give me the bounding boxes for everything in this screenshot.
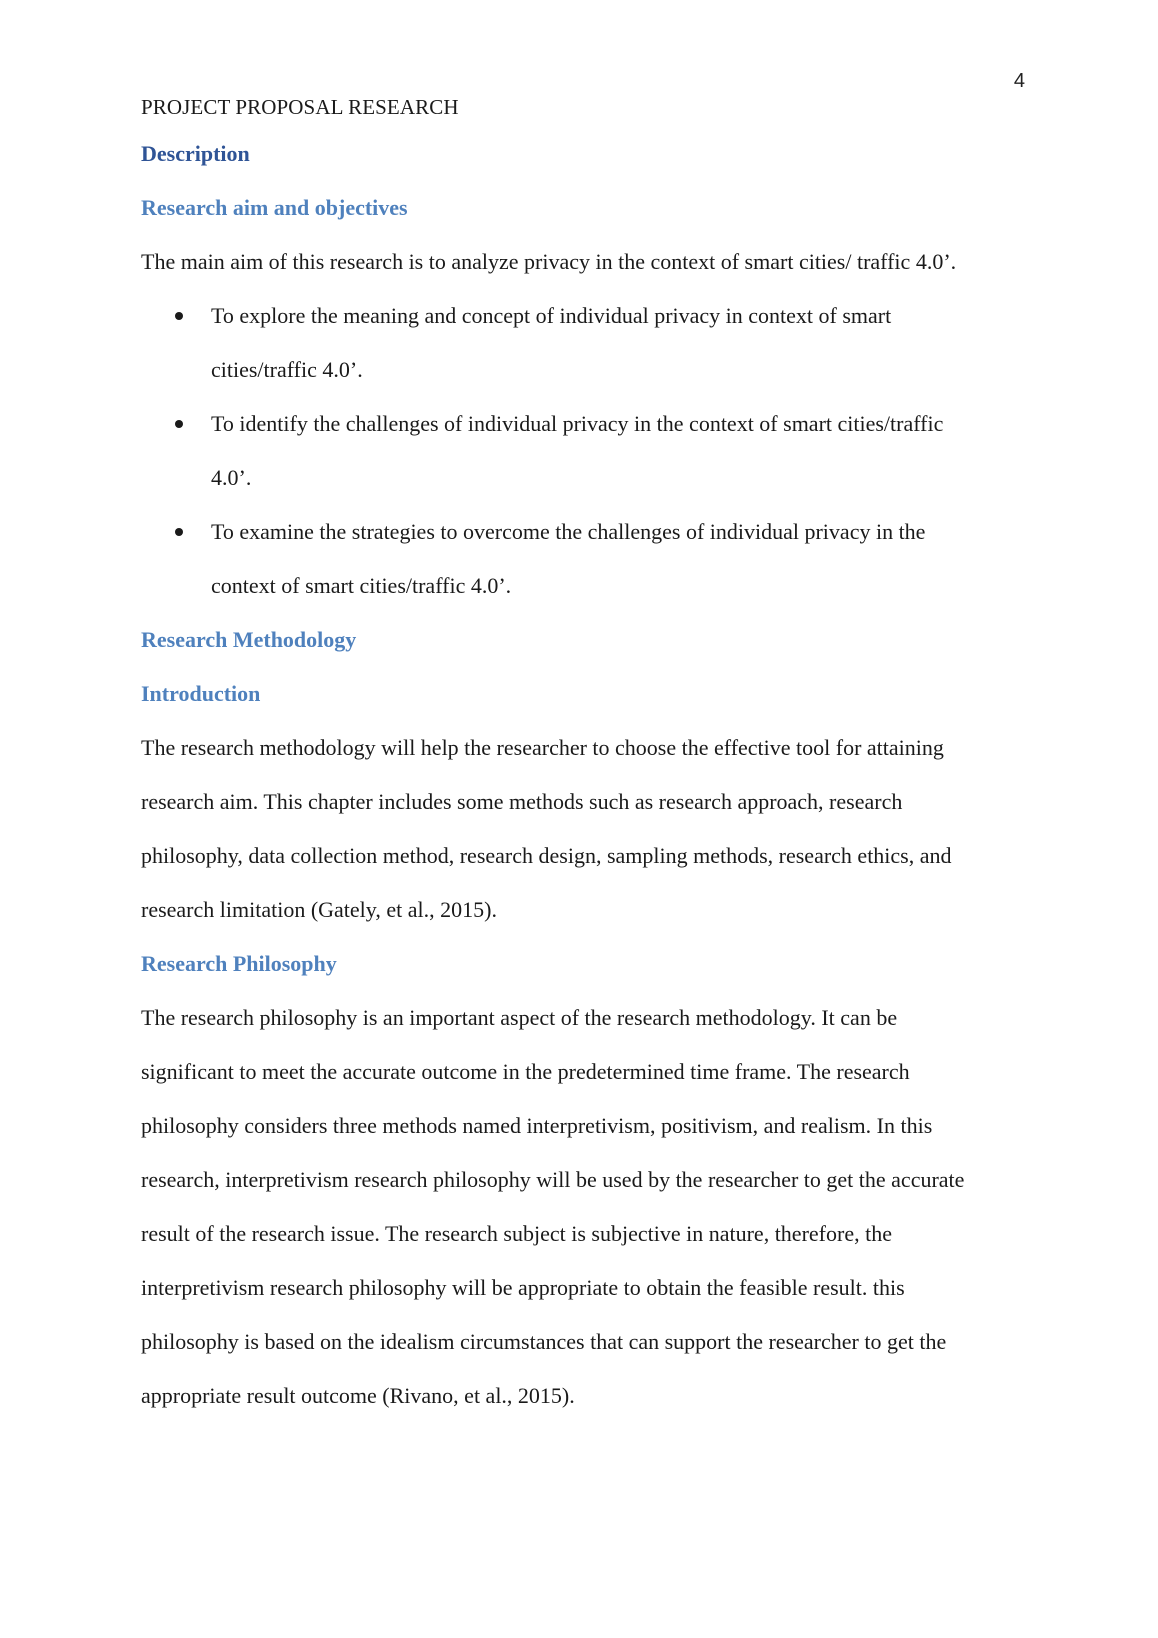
paragraph-line: philosophy, data collection method, research design, sampling methods, research ethics, and [141,843,952,868]
list-item [141,407,1021,461]
philosophy-paragraph [141,1001,1021,1433]
heading-introduction: Introduction [141,681,261,706]
introduction-paragraph [141,731,1021,947]
aim-paragraph: The main aim of this research is to analyze privacy in the context of smart cities/ traffic 4.0’. [141,249,957,274]
bullet-icon [175,312,183,320]
list-item [141,299,1021,353]
paragraph-line: The research methodology will help the researcher to choose the effective tool for attaining [141,735,944,760]
paragraph-line: significant to meet the accurate outcome in the predetermined time frame. The research [141,1059,910,1084]
paragraph-line: interpretivism research philosophy will be appropriate to obtain the feasible result. this [141,1275,905,1300]
paragraph-line: result of the research issue. The research subject is subjective in nature, therefore, the [141,1221,892,1246]
objective-continuation: cities/traffic 4.0’. [211,357,363,382]
objective-text: To identify the challenges of individual privacy in the context of smart cities/traffic [211,411,944,436]
list-item [141,515,1021,569]
paragraph-line: research limitation (Gately, et al., 2015). [141,897,497,922]
paragraph-line: appropriate result outcome (Rivano, et al., 2015). [141,1383,575,1408]
page-number: 4 [1013,70,1025,92]
heading-research-aim: Research aim and objectives [141,195,408,220]
bullet-icon [175,420,183,428]
heading-research-philosophy: Research Philosophy [141,951,337,976]
document-body [141,137,1021,1433]
paragraph-line: research, interpretivism research philosophy will be used by the researcher to get the accurate [141,1167,965,1192]
objective-continuation: context of smart cities/traffic 4.0’. [211,573,512,598]
paragraph-line: The research philosophy is an important aspect of the research methodology. It can be [141,1005,898,1030]
paragraph-line: philosophy considers three methods named interpretivism, positivism, and realism. In this [141,1113,933,1138]
heading-research-methodology: Research Methodology [141,627,357,652]
paragraph-line: philosophy is based on the idealism circumstances that can support the researcher to get the [141,1329,947,1354]
heading-description: Description [141,141,250,166]
objectives-list [141,299,1021,623]
paragraph-line: research aim. This chapter includes some methods such as research approach, research [141,789,903,814]
running-head: PROJECT PROPOSAL RESEARCH [141,95,459,119]
objective-text: To explore the meaning and concept of individual privacy in context of smart [211,303,892,328]
objective-text: To examine the strategies to overcome the challenges of individual privacy in the [211,519,926,544]
objective-continuation: 4.0’. [211,465,252,490]
bullet-icon [175,528,183,536]
